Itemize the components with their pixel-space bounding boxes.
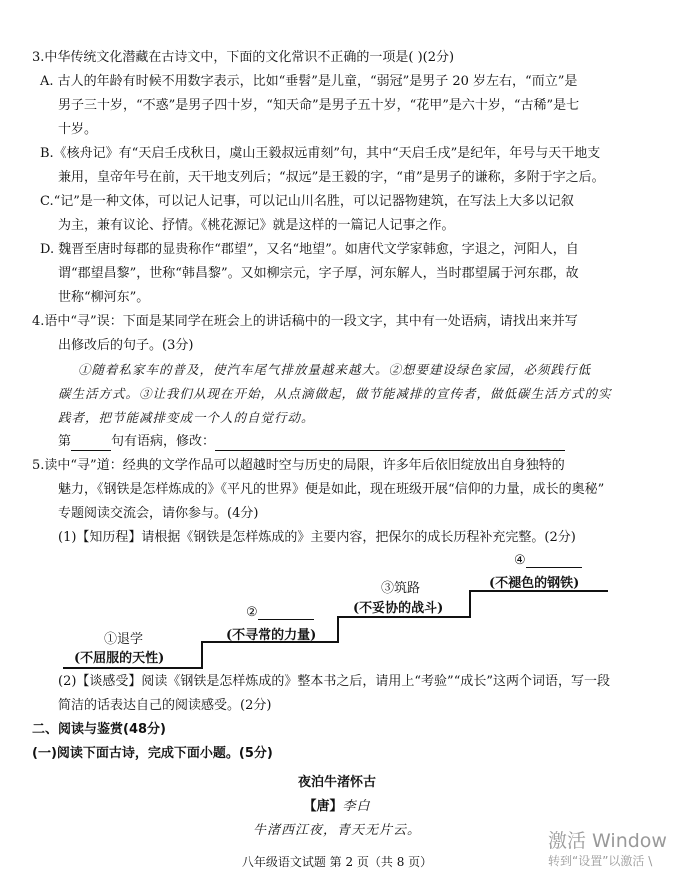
step-4-blank[interactable] [526,553,582,568]
q3-option-b-line1: B.《核舟记》有“天启壬戌秋日，虞山王毅叔远甫刻”句，其中“天启壬戌”是纪年，年号与天干地支 [40,146,601,161]
activation-watermark-title: 激活 Window [548,830,667,852]
poem-title: 夜泊牛渚怀古 [297,775,376,790]
q5-sub1: (1)【知历程】请根据《钢铁是怎样炼成的》主要内容，把保尔的成长历程补充完整。(2分) [58,530,576,545]
page-footer: 八年级语文试题 第 2 页（共 8 页） [241,855,433,869]
step-4-number: ④ [514,553,526,568]
q3-option-d-line3: 世称“柳河东”。 [58,290,150,305]
poem-dynasty: 【唐】 [303,799,343,814]
q4-passage-line1: ①随着私家车的普及，使汽车尾气排放量越来越大。②想要建设绿色家园，必须践行低 [78,362,592,377]
q5-stem-line1: 5.读中“寻”道：经典的文学作品可以超越时空与历史的局限，许多年后依旧绽放出自身独特的 [32,458,565,473]
q4-passage-line3: 践者，把节能减排变成一个人的自觉行动。 [58,410,315,425]
section-2-part-1: (一)阅读下面古诗，完成下面小题。(5分) [32,746,273,761]
step-3-label: ③筑路 [381,581,421,596]
q3-option-d-line1: D. 魏晋至唐时每郡的显贵称作“郡望”，又名“地望”。如唐代文学家韩愈，字退之，河阳人，自 [40,242,579,257]
q3-option-a-line1: A. 古人的年龄有时候不用数字表示，比如“垂髫”是儿童，“弱冠”是男子 20 岁左右，“而立”是 [40,74,578,89]
q5-sub2-line2: 简洁的话表达自己的阅读感受。(2分) [58,698,272,713]
q3-option-d-line2: 谓“郡望昌黎”，世称“韩昌黎”。又如柳宗元，字子厚，河东解人，当时郡望属于河东郡，故 [58,266,579,281]
q3-option-a-line3: 十岁。 [58,122,98,137]
step-2-number: ② [246,605,258,620]
q5-stem-line2: 魅力，《钢铁是怎样炼成的》《平凡的世界》便是如此，现在班级开展“信仰的力量，成长的奥秘” [58,482,605,497]
q3-option-c-line1: C.“记”是一种文体，可以记人记事，可以记山川名胜，可以记器物建筑，在写法上大多以记叙 [40,194,574,209]
step-4-sub: (不褪色的钢铁) [489,576,580,591]
step-2-sub: (不寻常的力量) [226,628,317,643]
step-1-sub: (不屈服的天性) [74,651,165,666]
step-1-label: ①退学 [104,632,144,647]
q3-stem: 3.中华传统文化潜藏在古诗文中，下面的文化常识不正确的一项是( )(2分) [32,50,455,65]
q4-answer-label: 句有语病，修改： [111,434,216,449]
q4-stem-line1: 4.语中“寻”误：下面是某同学在班会上的讲话稿中的一段文字，其中有一处语病，请找出来并写 [32,314,578,329]
activation-watermark-subtitle: 转到“设置”以激活 \ [548,854,653,868]
step-3-sub: (不妥协的战斗) [353,601,444,616]
section-2-title: 二、阅读与鉴赏(48分) [32,722,166,737]
q4-stem-line2: 出修改后的句子。(3分) [58,338,194,353]
q3-option-b-line2: 兼用，皇帝年号在前，天干地支列后；“叔远”是王毅的字，“甫”是男子的谦称，多附于字之后。 [58,170,605,185]
poem-author: 李白 [342,799,371,814]
q5-sub2-line1: (2)【谈感受】阅读《钢铁是怎样炼成的》整本书之后，请用上“考验”“成长”这两个词语，写一段 [58,674,610,689]
step-4-label [514,553,582,568]
q5-stem-line3: 专题阅读交流会，请你参与。(4分) [58,506,259,521]
step-2-blank[interactable] [258,605,314,620]
q3-option-c-line2: 为主，兼有议论、抒情。《桃花源记》就是这样的一篇记人记事之作。 [58,218,455,233]
q3-option-a-line2: 男子三十岁，“不惑”是男子四十岁，“知天命”是男子五十岁，“花甲”是六十岁，“古稀”是七 [58,98,580,113]
step-2-label [246,605,314,620]
poem-line-1: 牛渚西江夜，青天无片云。 [252,823,421,838]
q4-passage-line2: 碳生活方式。③让我们从现在开始，从点滴做起，做节能减排的宣传者，做低碳生活方式的实 [58,386,612,401]
poem-author-line [0,795,674,814]
q4-answer-prefix: 第 [58,434,72,449]
